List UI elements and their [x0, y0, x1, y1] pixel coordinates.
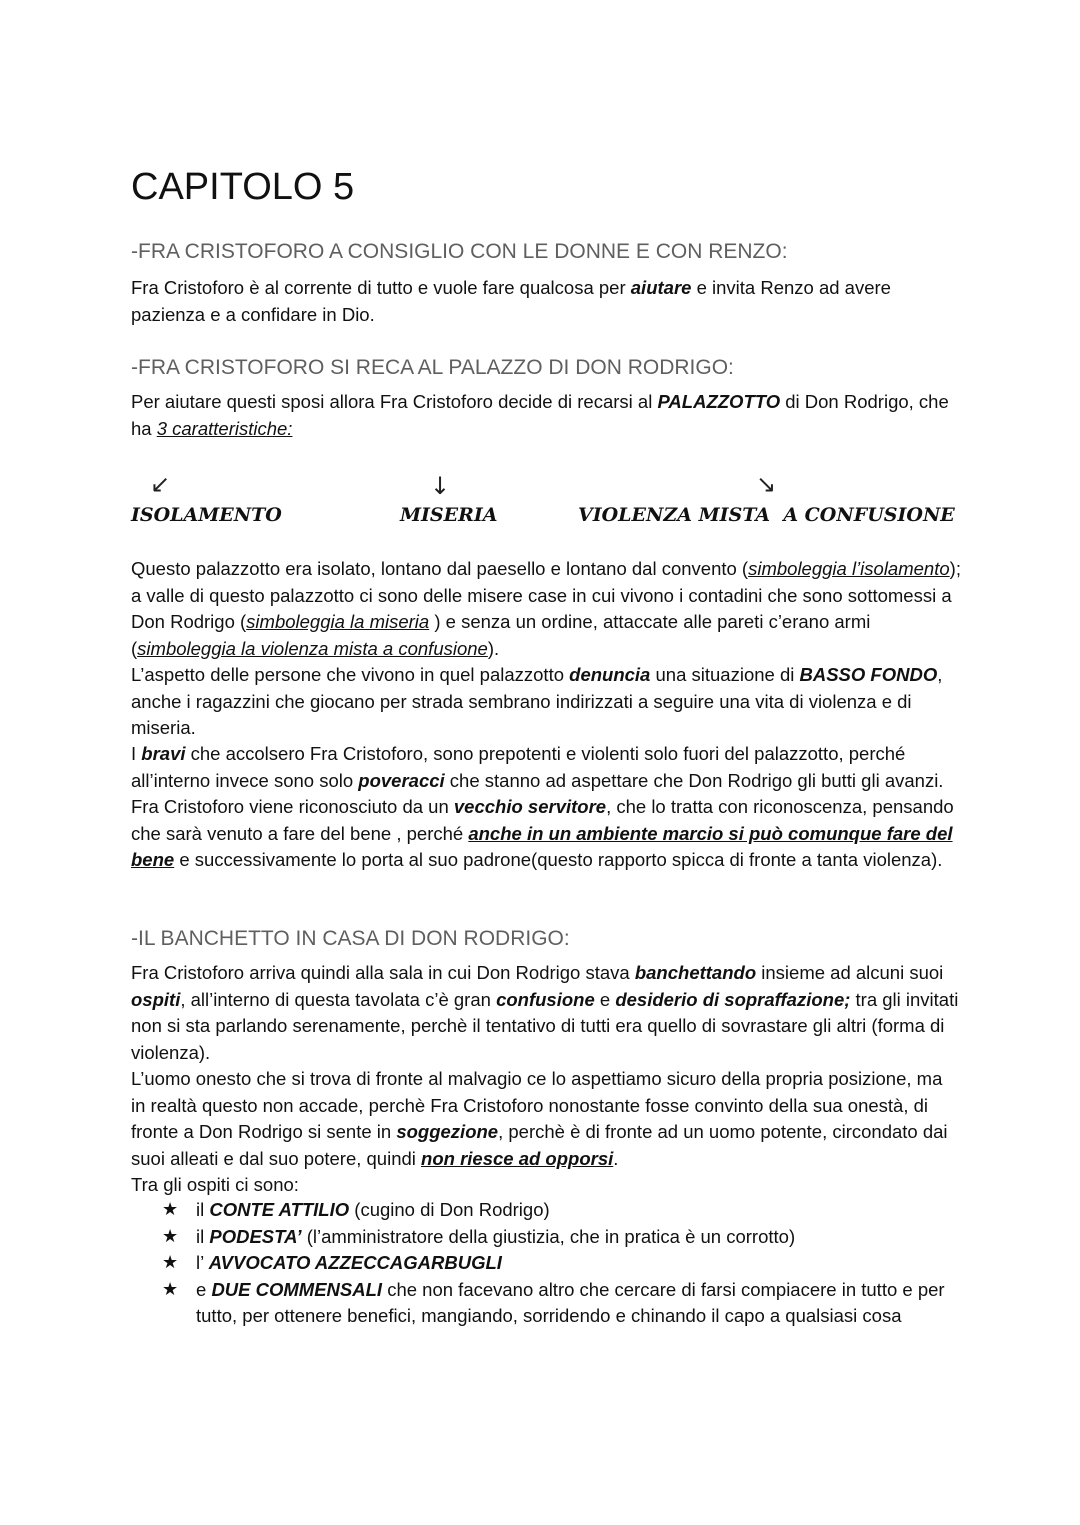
bold-underlined-text: non riesce ad opporsi: [421, 1147, 614, 1169]
section-heading-palazzo: -FRA CRISTOFORO SI RECA AL PALAZZO DI DON RODRIGO:: [131, 356, 734, 379]
bold-text: desiderio di sopraffazione;: [615, 988, 851, 1010]
underlined-text: simboleggia la miseria: [246, 611, 430, 632]
text: L’uomo onesto che si trova di fronte al malvagio ce lo aspettiamo sicuro della propria posizione, ma in realtà questo non accade, perchè Fra Cristoforo nonostante fosse convinto della sua onestà, di fronte a Don Rodrigo si sente in: [131, 1068, 943, 1142]
underlined-text: simboleggia la violenza mista a confusione: [137, 637, 488, 659]
text: che accolsero Fra Cristoforo, sono prepotenti e violenti solo fuori del palazzotto, perché all’interno invece sono solo: [131, 743, 906, 791]
text: ).: [487, 637, 500, 659]
list-item: [162, 1277, 952, 1330]
bold-text: ospiti: [131, 988, 181, 1010]
text: ); a valle di questo palazzotto ci sono delle misere case in cui vivono i contadini che sono sottomessi a Don Rodrigo (: [131, 558, 961, 632]
bold-text: bravi: [141, 743, 186, 764]
star-icon: ★: [162, 1225, 179, 1247]
list-item: [162, 1224, 952, 1251]
trait-isolamento: ISOLAMENTO: [131, 504, 282, 526]
arrow-down-icon: ↓: [430, 472, 451, 500]
text: L’aspetto delle persone che vivono in quel palazzotto: [131, 664, 570, 685]
bold-text: PALAZZOTTO: [657, 391, 781, 412]
trait-miseria: MISERIA: [400, 504, 498, 526]
bold-text: banchettando: [634, 962, 757, 983]
guest-name: PODESTA’: [209, 1225, 302, 1247]
text: Fra Cristoforo è al corrente di tutto e vuole fare qualcosa per: [131, 277, 631, 298]
bold-underlined-text: anche in un ambiente marcio si può comunque fare del bene: [131, 822, 953, 870]
bold-text: BASSO FONDO: [799, 664, 938, 685]
paragraph-consiglio: [131, 275, 961, 328]
guest-name: AVVOCATO AZZECCAGARBUGLI: [208, 1252, 502, 1273]
section-heading-consiglio: -FRA CRISTOFORO A CONSIGLIO CON LE DONNE E CON RENZO:: [131, 240, 788, 263]
bold-text: aiutare: [630, 277, 692, 298]
section-heading-banchetto: -IL BANCHETTO IN CASA DI DON RODRIGO:: [131, 927, 570, 950]
text: tra gli invitati non si sta parlando serenamente, perchè il tentativo di tutti era quello di sovrastare gli altri (forma di violenza).: [131, 988, 959, 1063]
text: Per aiutare questi sposi allora Fra Cristoforo decide di recarsi al: [131, 391, 658, 412]
text: insieme ad alcuni suoi: [756, 962, 944, 983]
guest-list: [162, 1197, 952, 1330]
list-item: [162, 1250, 952, 1277]
text: , anche i ragazzini che giocano per strada sembrano indirizzati a seguire una vita di violenza e di miseria.: [131, 664, 943, 738]
bold-text: poveracci: [358, 769, 445, 791]
paragraph-simboli: [131, 556, 961, 662]
underlined-text: simboleggia l’isolamento: [748, 558, 950, 579]
text: e invita Renzo ad avere pazienza e a confidare in Dio.: [131, 277, 891, 325]
paragraph-basso-fondo: [131, 662, 961, 742]
star-icon: ★: [162, 1199, 179, 1220]
text: (cugino di Don Rodrigo): [349, 1199, 550, 1220]
text: Fra Cristoforo arriva quindi alla sala in cui Don Rodrigo stava: [131, 962, 635, 983]
bold-text: soggezione: [396, 1121, 499, 1142]
arrow-down-left-icon: ↙: [150, 470, 171, 498]
text: I: [131, 743, 142, 764]
bold-text: confusione: [496, 988, 595, 1010]
text: , che lo tratta con riconoscenza, pensando che sarà venuto a fare del bene , perché: [131, 796, 954, 844]
star-icon: ★: [162, 1278, 179, 1300]
star-icon: ★: [162, 1252, 179, 1273]
text: e: [196, 1278, 212, 1300]
text: una situazione di: [650, 664, 800, 685]
guest-name: DUE COMMENSALI: [211, 1278, 383, 1300]
text: ) e senza un ordine, attaccate alle pareti c’erano armi (: [131, 611, 871, 659]
text: il: [196, 1199, 210, 1220]
text: e successivamente lo porta al suo padrone(questo rapporto spicca di fronte a tanta violenza).: [174, 849, 943, 870]
guest-name: CONTE ATTILIO: [209, 1199, 350, 1220]
text: , perchè è di fronte ad un uomo potente, circondato dai suoi alleati e dal suo potere, quindi: [131, 1121, 948, 1169]
underlined-text: 3 caratteristiche:: [156, 417, 293, 439]
paragraph-ospiti-intro: Tra gli ospiti ci sono:: [131, 1174, 299, 1195]
arrow-down-right-icon: ↘: [756, 470, 777, 498]
bold-text: denuncia: [569, 664, 651, 685]
text: (l’amministratore della giustizia, che in pratica è un corrotto): [301, 1225, 796, 1247]
page-title: CAPITOLO 5: [131, 166, 355, 208]
trait-violenza: VIOLENZA MISTA A CONFUSIONE: [578, 504, 955, 526]
paragraph-soggezione: [131, 1066, 961, 1172]
paragraph-banchetto: [131, 960, 961, 1066]
text: .: [613, 1147, 619, 1169]
text: il: [196, 1225, 210, 1247]
bold-text: vecchio servitore: [453, 796, 607, 817]
text: di Don Rodrigo, che ha: [131, 391, 949, 439]
text: che stanno ad aspettare che Don Rodrigo gli butti gli avanzi. Fra Cristoforo viene riconosciuto da un: [131, 769, 944, 817]
text: che non facevano altro che cercare di farsi compiacere in tutto e per tutto, per ottenere benefici, mangiando, sorridendo e chinando il capo a qualsiasi cosa: [196, 1278, 945, 1326]
paragraph-palazzotto-intro: [131, 389, 961, 442]
paragraph-bravi: [131, 741, 961, 874]
list-item: [162, 1197, 952, 1224]
text: l’: [196, 1252, 209, 1273]
text: , all’interno di questa tavolata c’è gran: [180, 988, 497, 1010]
text: Questo palazzotto era isolato, lontano dal paesello e lontano dal convento (: [131, 558, 749, 579]
text: e: [594, 988, 616, 1010]
